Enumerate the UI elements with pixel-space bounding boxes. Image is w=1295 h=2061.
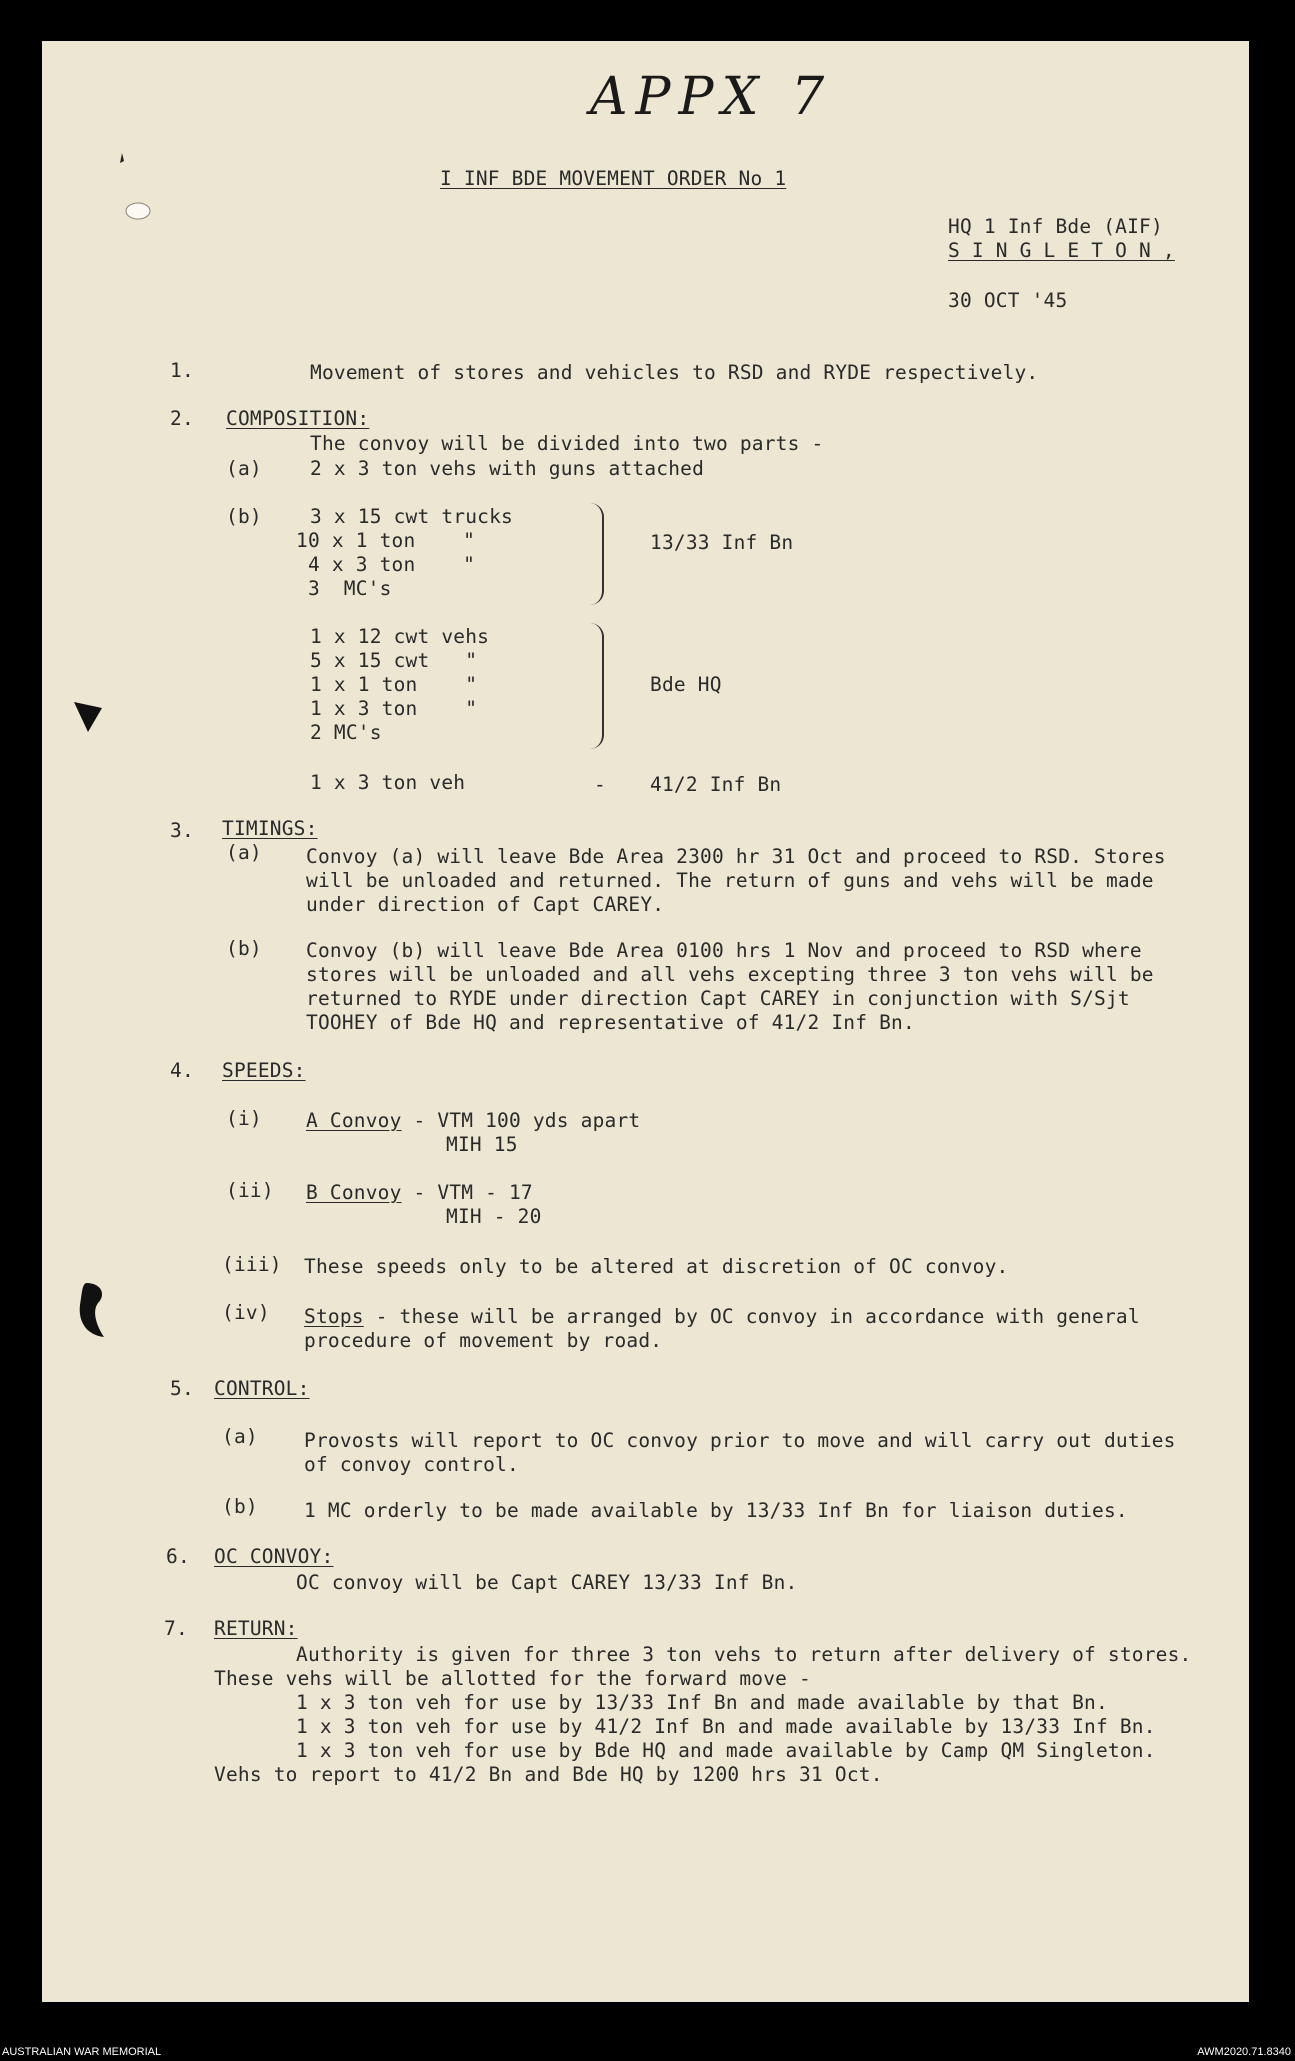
para-3-b-line-3: returned to RYDE under direction Capt CAREY in conjunction with S/Sjt [306, 987, 1130, 1010]
punch-hole-mark-top [116, 149, 156, 229]
speeds-ii-row [306, 1183, 533, 1203]
speeds-i-line-1: - VTM 100 yds apart [401, 1109, 641, 1132]
group1-brace [590, 503, 604, 605]
punch-hole-mark-middle [72, 696, 106, 736]
para-5-b-text: 1 MC orderly to be made available by 13/33 Inf Bn for liaison duties. [304, 1499, 1128, 1522]
handwritten-appendix-label: APPX 7 [590, 67, 833, 127]
document-title: I INF BDE MOVEMENT ORDER No 1 [440, 167, 787, 190]
speeds-ii-line-1: - VTM - 17 [401, 1181, 533, 1204]
para-7-line-1: Authority is given for three 3 ton vehs to return after delivery of stores. [296, 1643, 1192, 1666]
group1-line-3: 4 x 3 ton " [296, 553, 476, 576]
para-3-b-line-2: stores will be unloaded and all vehs excepting three 3 ton vehs will be [306, 963, 1154, 986]
para-4-number: 4. [170, 1059, 194, 1082]
para-7-heading: RETURN: [214, 1617, 298, 1640]
speeds-i-row [306, 1111, 640, 1131]
para-6-text: OC convoy will be Capt CAREY 13/33 Inf Bn. [296, 1571, 798, 1594]
para-1-number: 1. [170, 359, 194, 382]
para-2-number: 2. [170, 407, 194, 430]
group2-line-5: 2 MC's [310, 721, 382, 744]
footer-credit: AUSTRALIAN WAR MEMORIAL [2, 2046, 162, 2058]
speeds-i-convoy-name: A Convoy [306, 1109, 402, 1132]
para-3-number: 3. [170, 819, 194, 842]
para-2-b-label: (b) [226, 505, 262, 528]
group3-unit: 41/2 Inf Bn [650, 773, 782, 796]
speeds-i-line-2: MIH 15 [446, 1133, 518, 1156]
speeds-iv-line-1: - these will be arranged by OC convoy in accordance with general [363, 1305, 1140, 1328]
origin-line-2: S I N G L E T O N , [948, 239, 1175, 262]
group2-line-4: 1 x 3 ton " [310, 697, 478, 720]
footer-accession-number: AWM2020.71.8340 [1197, 2046, 1291, 2058]
group1-line-4: 3 MC's [296, 577, 392, 600]
document-date: 30 OCT '45 [948, 289, 1068, 312]
speeds-ii-line-2: MIH - 20 [446, 1205, 542, 1228]
para-3-a-line-1: Convoy (a) will leave Bde Area 2300 hr 31 Oct and proceed to RSD. Stores [306, 845, 1166, 868]
group2-line-1: 1 x 12 cwt vehs [310, 625, 490, 648]
para-5-number: 5. [170, 1377, 194, 1400]
para-6-heading: OC CONVOY: [214, 1545, 334, 1568]
para-7-line-2: These vehs will be allotted for the forward move - [214, 1667, 811, 1690]
para-5-heading: CONTROL: [214, 1377, 310, 1400]
para-3-heading: TIMINGS: [222, 817, 318, 840]
group2-line-2: 5 x 15 cwt " [310, 649, 478, 672]
group2-unit: Bde HQ [650, 673, 722, 696]
para-3-a-line-3: under direction of Capt CAREY. [306, 893, 665, 916]
speeds-iv-label: (iv) [222, 1301, 270, 1324]
speeds-iii-label: (iii) [222, 1253, 282, 1276]
para-7-item-1: 1 x 3 ton veh for use by 13/33 Inf Bn and made available by that Bn. [296, 1691, 1108, 1714]
para-3-b-line-1: Convoy (b) will leave Bde Area 0100 hrs 1 Nov and proceed to RSD where [306, 939, 1142, 962]
para-3-a-line-2: will be unloaded and returned. The return of guns and vehs will be made [306, 869, 1154, 892]
speeds-i-label: (i) [226, 1107, 262, 1130]
group1-line-2: 10 x 1 ton " [296, 529, 476, 552]
para-2-intro: The convoy will be divided into two parts - [310, 432, 824, 455]
para-3-a-label: (a) [226, 841, 262, 864]
speeds-iv-row [304, 1307, 1140, 1327]
para-4-heading: SPEEDS: [222, 1059, 306, 1082]
para-7-last-line: Vehs to report to 41/2 Bn and Bde HQ by 1200 hrs 31 Oct. [214, 1763, 883, 1786]
group1-line-1: 3 x 15 cwt trucks [310, 505, 513, 528]
group3-dash: - [594, 773, 606, 796]
para-7-item-3: 1 x 3 ton veh for use by Bde HQ and made available by Camp QM Singleton. [296, 1739, 1156, 1762]
para-3-b-line-4: TOOHEY of Bde HQ and representative of 41/2 Inf Bn. [306, 1011, 915, 1034]
group1-unit: 13/33 Inf Bn [650, 531, 794, 554]
para-5-a-line-1: Provosts will report to OC convoy prior to move and will carry out duties [304, 1429, 1176, 1452]
group2-brace [590, 623, 604, 749]
para-3-b-label: (b) [226, 937, 262, 960]
para-7-item-2: 1 x 3 ton veh for use by 41/2 Inf Bn and made available by 13/33 Inf Bn. [296, 1715, 1156, 1738]
group2-line-3: 1 x 1 ton " [310, 673, 478, 696]
origin-line-1: HQ 1 Inf Bde (AIF) [948, 215, 1163, 238]
speeds-iv-line-2: procedure of movement by road. [304, 1329, 663, 1352]
speeds-iv-stops: Stops [304, 1305, 364, 1328]
para-1-text: Movement of stores and vehicles to RSD and RYDE respectively. [310, 361, 1039, 384]
para-2-a-label: (a) [226, 457, 262, 480]
para-5-a-label: (a) [222, 1425, 258, 1448]
speeds-ii-label: (ii) [226, 1179, 274, 1202]
speeds-iii-text: These speeds only to be altered at discretion of OC convoy. [304, 1255, 1009, 1278]
para-2-heading: COMPOSITION: [226, 407, 370, 430]
para-6-number: 6. [166, 1545, 190, 1568]
para-5-a-line-2: of convoy control. [304, 1453, 519, 1476]
group3-line: 1 x 3 ton veh [310, 771, 466, 794]
document-page [42, 41, 1249, 2002]
speeds-ii-convoy-name: B Convoy [306, 1181, 402, 1204]
punch-hole-mark-lower [76, 1281, 110, 1341]
para-5-b-label: (b) [222, 1495, 258, 1518]
para-2-a-text: 2 x 3 ton vehs with guns attached [310, 457, 705, 480]
para-7-number: 7. [164, 1617, 188, 1640]
